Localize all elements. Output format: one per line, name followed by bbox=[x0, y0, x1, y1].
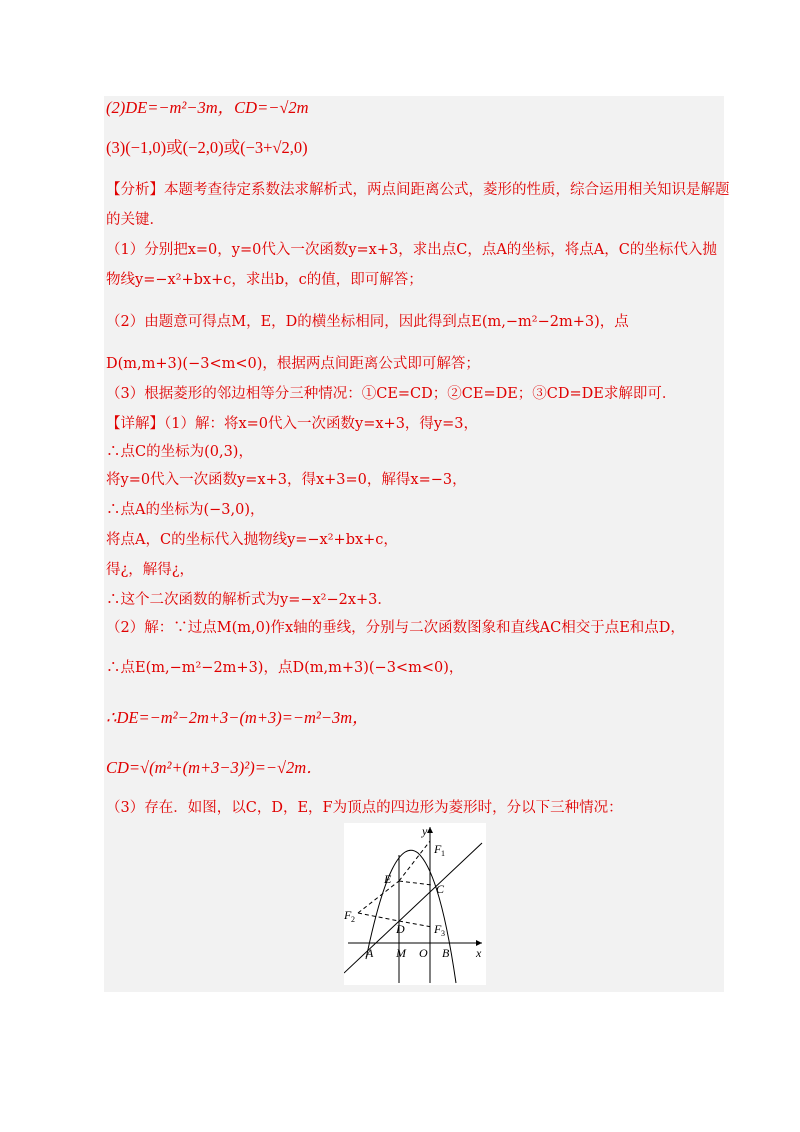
label-c: C bbox=[436, 882, 445, 896]
analysis-step-1b-text: 物线y=−x²+bx+c，求出b，c的值，即可解答； bbox=[106, 272, 423, 288]
detail-line-4 bbox=[106, 500, 265, 520]
detail-text-9: ∴点E(m,−m²−2m+3)，点D(m,m+3)(−3<m<0)， bbox=[106, 660, 464, 676]
label-y: y bbox=[422, 824, 428, 838]
analysis-step-2-text: （2）由题意可得点M，E，D的横坐标相同，因此得到点E(m,−m²−2m+3)，点 bbox=[106, 314, 629, 330]
parabola bbox=[366, 850, 456, 983]
label-e: E bbox=[384, 872, 392, 886]
label-f1: F bbox=[434, 842, 442, 856]
analysis-step-2b-text: D(m,m+3)(−3<m<0)，根据两点间距离公式即可解答； bbox=[106, 356, 480, 372]
label-f2: F bbox=[344, 908, 352, 922]
analysis-text-1: 【分析】本题考查待定系数法求解析式，两点间距离公式，菱形的性质，综合运用相关知识是解题 bbox=[106, 182, 730, 198]
detail-text-2: ∴点C的坐标为(0,3)， bbox=[106, 444, 253, 460]
detail-text-8: （2）解：∵过点M(m,0)作x轴的垂线，分别与二次函数图象和直线AC相交于点E和点D， bbox=[106, 620, 685, 636]
answer-3-text: (3)(−1,0)或(−2,0)或(−3+√2,0) bbox=[106, 138, 308, 157]
y-axis-arrow bbox=[427, 827, 433, 833]
dashed-f2d bbox=[358, 913, 399, 921]
detail-line-9 bbox=[106, 658, 463, 678]
label-f3: F bbox=[434, 922, 442, 936]
detail-line-3 bbox=[106, 470, 467, 490]
analysis-step-1-text: （1）分别把x=0，y=0代入一次函数y=x+3，求出点C，点A的坐标，将点A，C的坐标代入抛 bbox=[106, 242, 717, 258]
analysis-line-1 bbox=[106, 180, 730, 200]
dashed-ec bbox=[399, 881, 432, 885]
label-o: O bbox=[419, 946, 428, 960]
label-b: B bbox=[442, 946, 450, 960]
analysis-text-2: 的关键． bbox=[106, 212, 164, 228]
detail-text-3: 将y=0代入一次函数y=x+3，得x+3=0，解得x=−3， bbox=[106, 472, 467, 488]
detail-text-10: ∴DE=−m²−2m+3−(m+3)=−m²−3m， bbox=[106, 708, 369, 727]
label-f2-sub: 2 bbox=[351, 915, 355, 924]
detail-line-12 bbox=[106, 798, 623, 818]
label-m: M bbox=[396, 946, 406, 960]
detail-text-5: 将点A，C的坐标代入抛物线y=−x²+bx+c， bbox=[106, 532, 398, 548]
figure-svg bbox=[344, 823, 486, 985]
detail-text-6: 得¿，解得¿， bbox=[106, 562, 195, 578]
label-f1-sub: 1 bbox=[441, 849, 445, 858]
analysis-step-2 bbox=[106, 312, 629, 332]
dashed-ef1 bbox=[399, 841, 430, 881]
detail-text-12: （3）存在．如图，以C，D，E，F为顶点的四边形为菱形时，分以下三种情况： bbox=[106, 800, 623, 816]
label-x: x bbox=[476, 946, 482, 960]
analysis-step-3-text: （3）根据菱形的邻边相等分三种情况：①CE=CD；②CE=DE；③CD=DE求解即可． bbox=[106, 386, 677, 402]
label-a: A bbox=[366, 946, 374, 960]
detail-text-7: ∴这个二次函数的解析式为y=−x²−2x+3． bbox=[106, 592, 392, 608]
detail-text-11: CD=√(m²+(m+3−3)²)=−√2m． bbox=[106, 758, 323, 777]
analysis-step-2b bbox=[106, 354, 480, 374]
geometry-figure bbox=[344, 823, 486, 985]
detail-line-7 bbox=[106, 590, 392, 610]
answer-part-2 bbox=[106, 98, 309, 119]
analysis-line-2 bbox=[106, 210, 164, 230]
detail-line-11 bbox=[106, 758, 323, 779]
analysis-step-1 bbox=[106, 240, 717, 260]
analysis-step-3 bbox=[106, 384, 676, 404]
detail-text-1: 【详解】（1）解：将x=0代入一次函数y=x+3，得y=3， bbox=[106, 416, 478, 432]
label-f3-sub: 3 bbox=[441, 929, 445, 938]
label-d: D bbox=[396, 922, 405, 936]
detail-line-5 bbox=[106, 530, 398, 550]
detail-line-8 bbox=[106, 618, 685, 638]
detail-line-2 bbox=[106, 442, 253, 462]
answer-2-text: (2)DE=−m²−3m，CD=−√2m bbox=[106, 98, 309, 117]
detail-text-4: ∴点A的坐标为(−3,0)， bbox=[106, 502, 265, 518]
answer-part-3 bbox=[106, 138, 308, 159]
detail-line-1 bbox=[106, 414, 478, 434]
detail-line-6 bbox=[106, 560, 194, 580]
detail-line-10 bbox=[106, 708, 369, 729]
analysis-step-1b bbox=[106, 270, 423, 290]
